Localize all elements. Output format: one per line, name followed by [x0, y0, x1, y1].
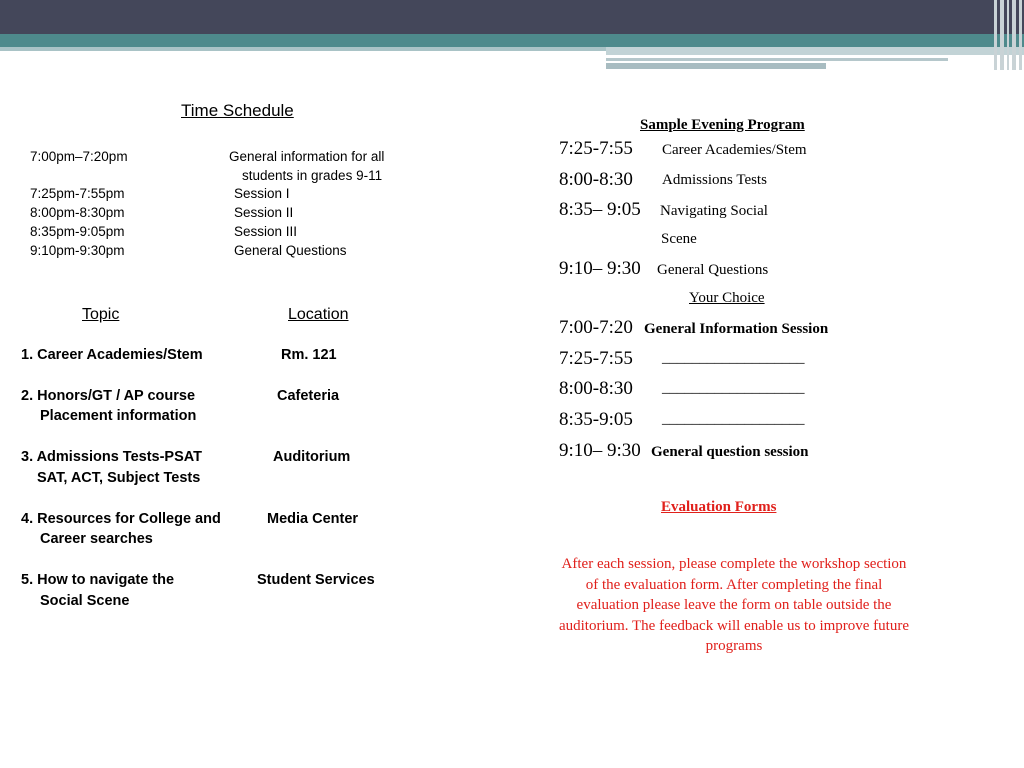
your-choice-title: Your Choice: [689, 290, 765, 306]
schedule-time: 7:25pm-7:55pm: [30, 186, 125, 201]
sample-time: 8:00-8:30: [559, 169, 633, 190]
header-band-light: [0, 47, 606, 51]
evaluation-instructions: After each session, please complete the workshop section of the evaluation form. After completing the final evaluation please leave the form on table outside the auditorium. The feedback will enable us to improve future programs: [558, 556, 910, 654]
topic-header: Topic: [82, 306, 120, 323]
sample-desc: Navigating Social: [660, 203, 768, 219]
choice-time: 8:00-8:30: [559, 378, 633, 399]
time-schedule-title: Time Schedule: [181, 101, 294, 120]
choice-time: 9:10– 9:30: [559, 440, 641, 461]
schedule-desc: Session II: [234, 205, 294, 220]
topic-item: 2. Honors/GT / AP course: [21, 388, 196, 404]
schedule-desc: Session III: [234, 224, 298, 239]
topic-location: Auditorium: [273, 449, 351, 465]
topic-item-cont: Social Scene: [40, 593, 130, 609]
sample-time: 7:25-7:55: [559, 138, 633, 159]
location-header: Location: [288, 306, 349, 323]
header-band-right-3: [606, 63, 826, 69]
header-band-teal: [0, 34, 1024, 47]
sample-time: 9:10– 9:30: [559, 258, 641, 279]
choice-time: 7:25-7:55: [559, 348, 633, 369]
header-band-right-1: [606, 47, 1024, 55]
topic-item: 4. Resources for College and: [21, 511, 221, 527]
header-band-dark: [0, 0, 1024, 34]
topic-item: 3. Admissions Tests-PSAT: [21, 449, 203, 465]
choice-desc: General question session: [651, 444, 809, 460]
sample-desc: Career Academies/Stem: [662, 142, 807, 158]
schedule-time: 9:10pm-9:30pm: [30, 243, 125, 258]
choice-time: 8:35-9:05: [559, 409, 633, 430]
schedule-desc: Session I: [234, 186, 290, 201]
topic-location: Student Services: [257, 572, 375, 588]
schedule-desc: General information for all: [229, 149, 385, 164]
topic-location: Media Center: [267, 511, 359, 527]
schedule-time: 8:00pm-8:30pm: [30, 205, 125, 220]
header-vertical-stripes: [992, 0, 1024, 70]
sample-desc-cont: Scene: [661, 231, 697, 247]
topic-item-cont: Placement information: [40, 408, 197, 424]
evaluation-forms-title: Evaluation Forms: [661, 499, 777, 515]
topic-item: 1. Career Academies/Stem: [21, 347, 203, 363]
sample-desc: General Questions: [657, 262, 769, 278]
choice-blank: ___________________: [662, 411, 805, 427]
topic-item-cont: SAT, ACT, Subject Tests: [37, 470, 201, 486]
sample-program-title: Sample Evening Program: [640, 117, 805, 133]
choice-blank: ___________________: [662, 380, 805, 396]
schedule-desc: General Questions: [234, 243, 347, 258]
topic-location: Rm. 121: [281, 347, 337, 363]
choice-time: 7:00-7:20: [559, 317, 633, 338]
topic-item-cont: Career searches: [40, 531, 153, 547]
sample-time: 8:35– 9:05: [559, 199, 641, 220]
choice-blank: ___________________: [662, 350, 805, 366]
topic-location: Cafeteria: [277, 388, 340, 404]
topic-item: 5. How to navigate the: [21, 572, 175, 588]
schedule-time: 8:35pm-9:05pm: [30, 224, 125, 239]
sample-desc: Admissions Tests: [662, 172, 767, 188]
schedule-desc-cont: students in grades 9-11: [242, 168, 383, 183]
schedule-time: 7:00pm–7:20pm: [30, 149, 128, 164]
choice-desc: General Information Session: [644, 321, 829, 337]
header-band-right-2: [606, 58, 948, 61]
